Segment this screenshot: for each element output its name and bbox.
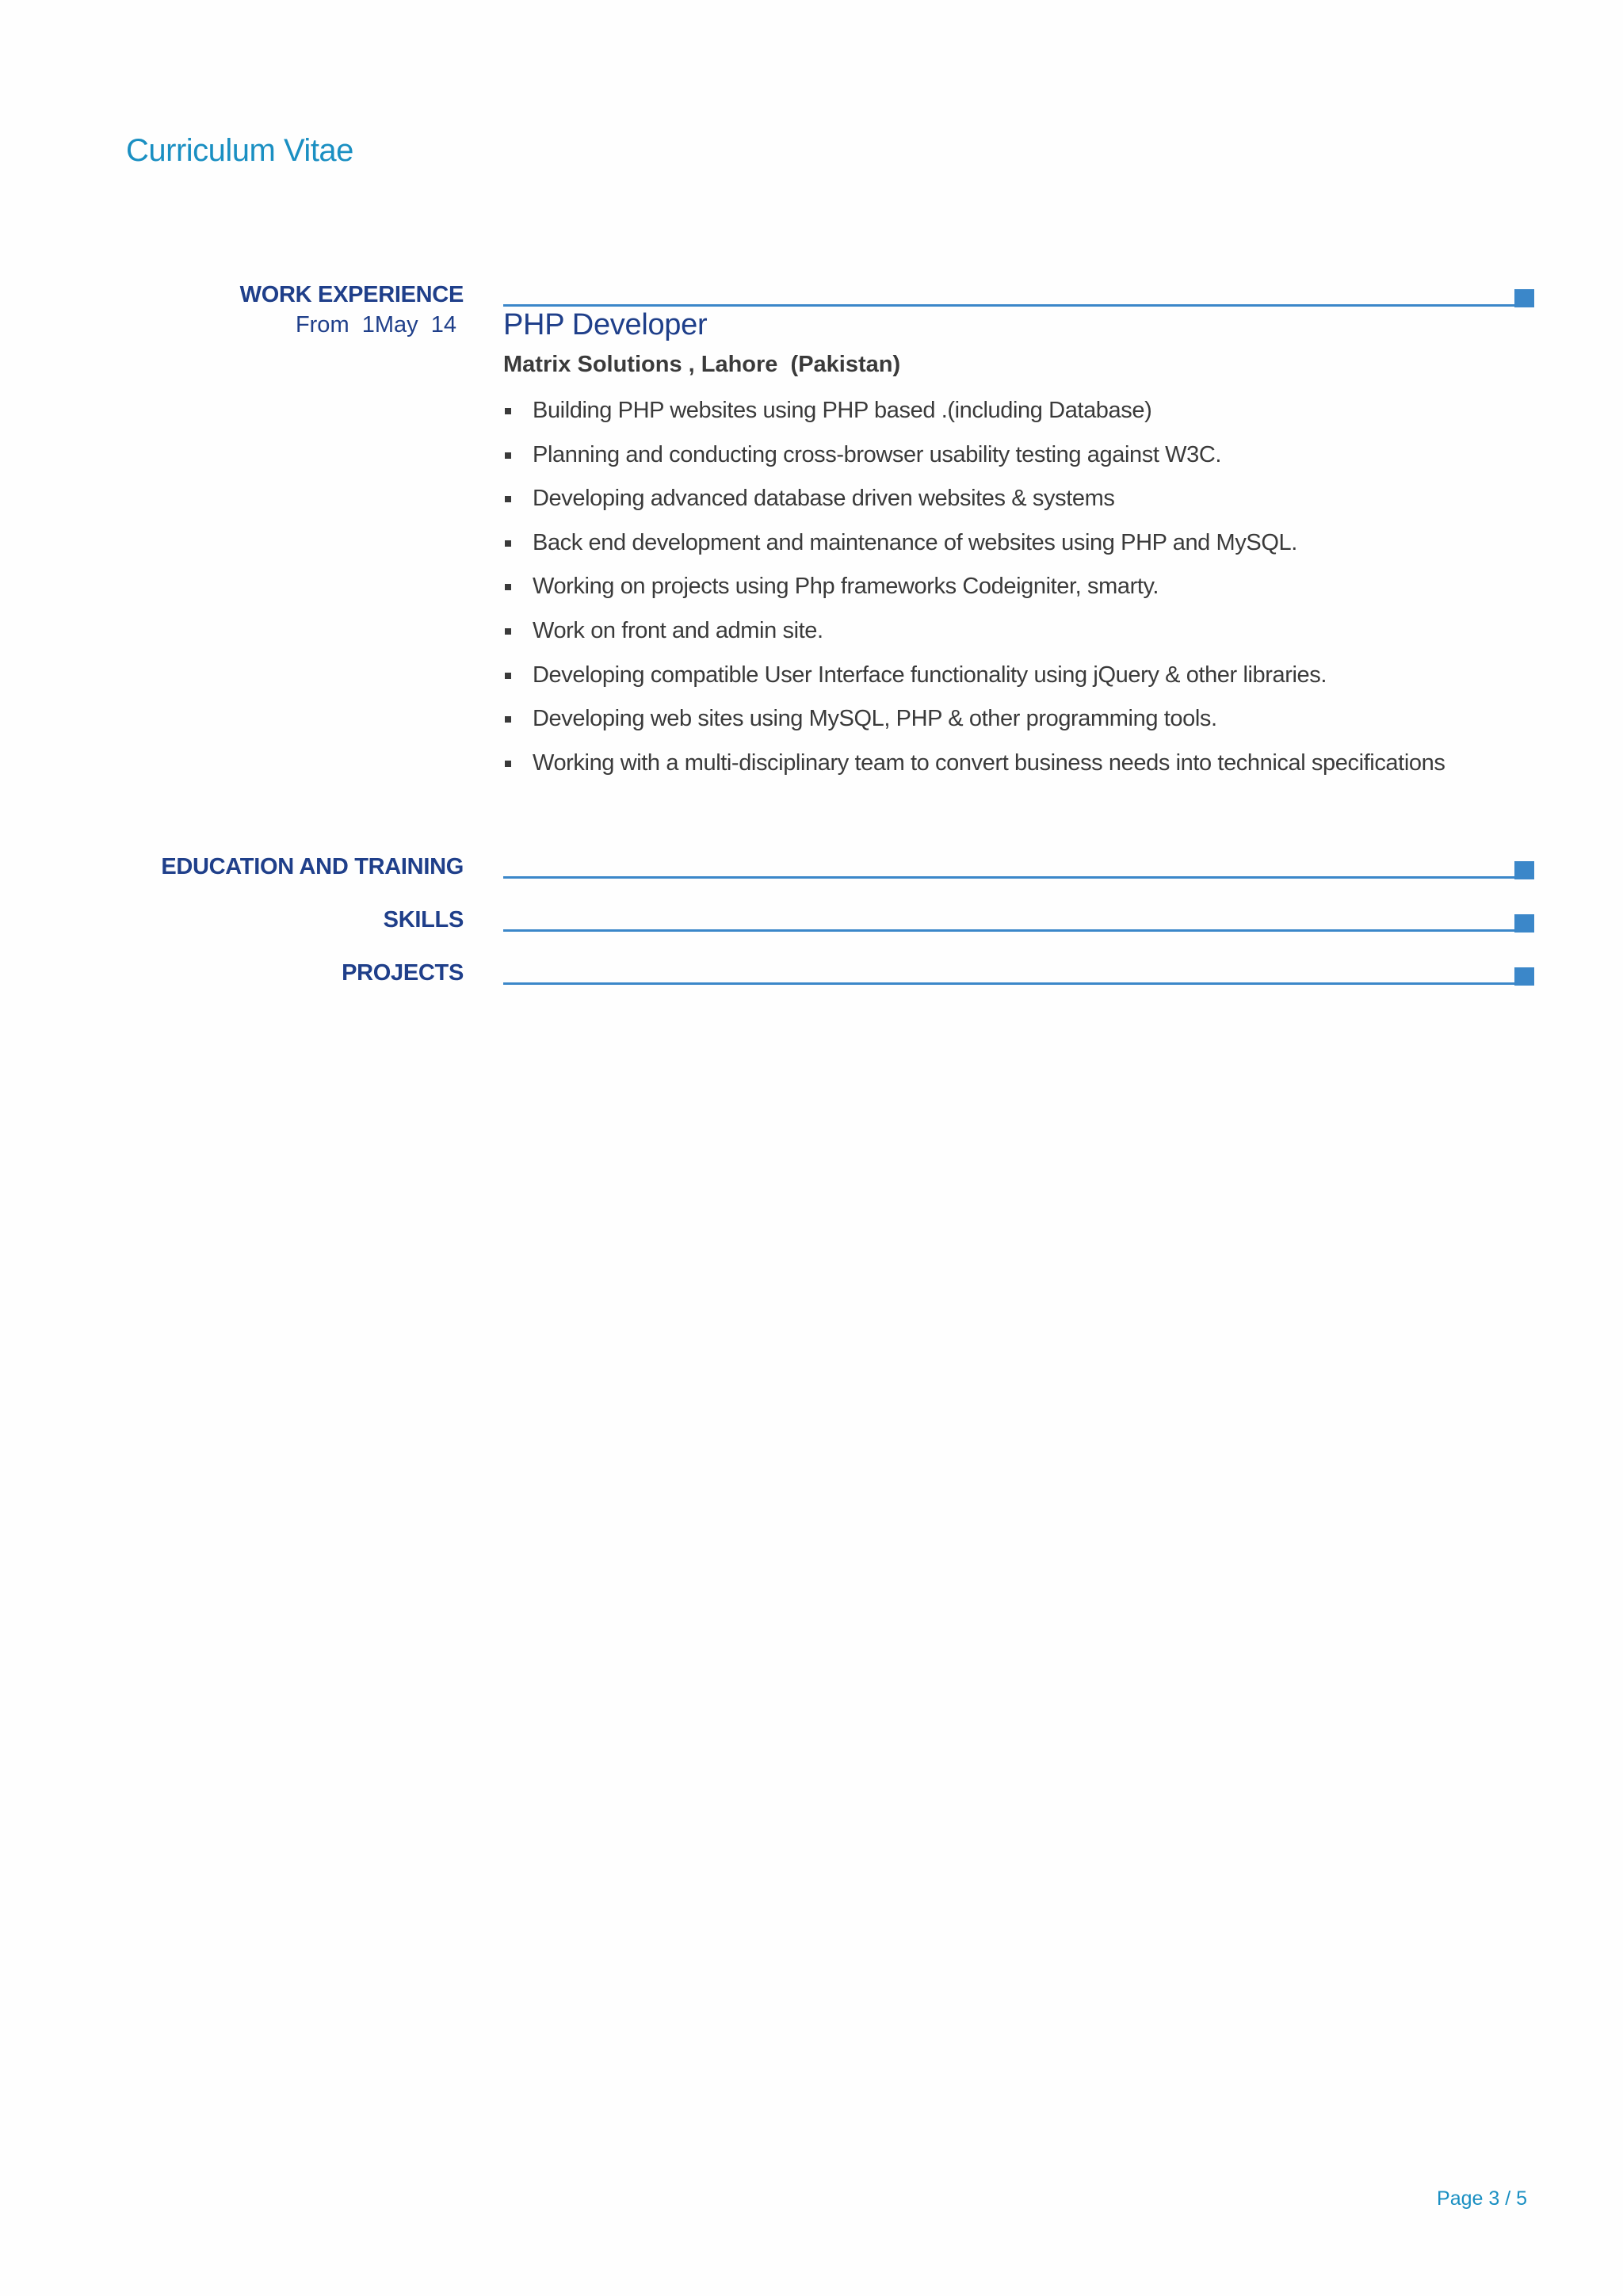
skills-rule — [503, 929, 1519, 932]
skills-square-icon — [1514, 914, 1534, 933]
job-title: PHP Developer — [503, 308, 708, 341]
page-number: Page 3 / 5 — [1437, 2187, 1527, 2210]
projects-square-icon — [1514, 967, 1534, 986]
employer: Matrix Solutions , Lahore (Pakistan) — [503, 352, 901, 377]
document-title: Curriculum Vitae — [126, 133, 353, 168]
bullet-icon — [505, 716, 511, 723]
duty-text: Developing advanced database driven websites & systems — [533, 486, 1115, 512]
duty-text: Building PHP websites using PHP based .(including Database) — [533, 398, 1152, 423]
education-heading: EDUCATION AND TRAINING — [161, 854, 464, 879]
work-date-range: From 1May 14 — [295, 312, 456, 338]
education-rule — [503, 876, 1519, 879]
bullet-icon — [505, 408, 511, 414]
projects-rule — [503, 982, 1519, 985]
duty-text: Back end development and maintenance of websites using PHP and MySQL. — [533, 529, 1297, 555]
duty-text: Working with a multi-disciplinary team to convert business needs into technical specifications — [533, 749, 1445, 776]
bullet-icon — [505, 673, 511, 679]
bullet-icon — [505, 761, 511, 767]
education-square-icon — [1514, 861, 1534, 879]
duty-text: Working on projects using Php frameworks Codeigniter, smarty. — [533, 574, 1159, 600]
work-experience-square-icon — [1514, 289, 1534, 307]
duty-text: Developing compatible User Interface functionality using jQuery & other libraries. — [533, 662, 1327, 688]
bullet-icon — [505, 452, 511, 459]
projects-heading: PROJECTS — [342, 960, 464, 986]
work-experience-rule — [503, 304, 1519, 307]
bullet-icon — [505, 496, 511, 502]
duty-text: Planning and conducting cross-browser usability testing against W3C. — [533, 441, 1222, 467]
skills-heading: SKILLS — [383, 907, 464, 933]
bullet-icon — [505, 540, 511, 547]
bullet-icon — [505, 584, 511, 590]
work-experience-heading: WORK EXPERIENCE — [239, 282, 464, 307]
duty-text: Work on front and admin site. — [533, 617, 823, 643]
bullet-icon — [505, 628, 511, 635]
duty-text: Developing web sites using MySQL, PHP & other programming tools. — [533, 706, 1217, 732]
